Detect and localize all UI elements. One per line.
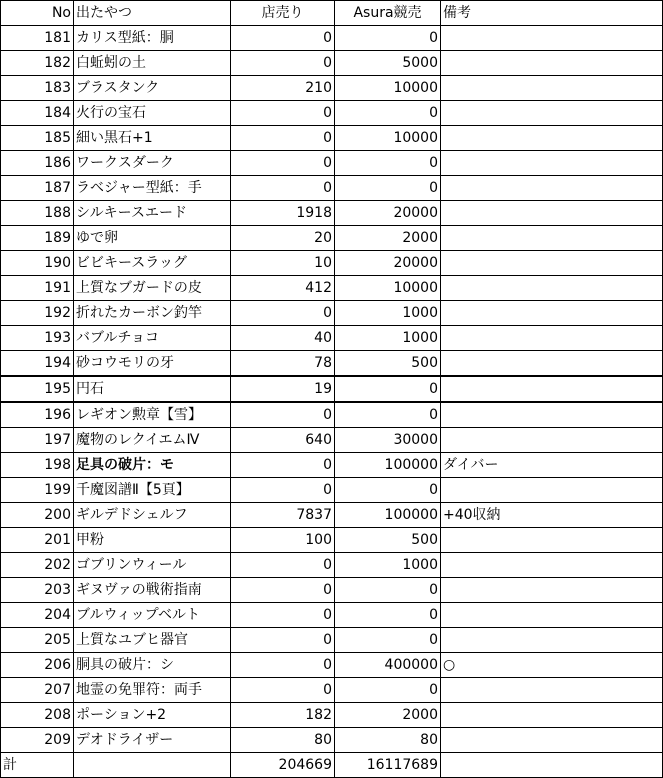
cell-note[interactable] — [441, 478, 663, 503]
cell-no[interactable]: 189 — [1, 226, 74, 251]
header-note[interactable]: 備考 — [441, 1, 663, 26]
total-name-cell[interactable] — [74, 753, 231, 778]
cell-shop-price[interactable]: 182 — [231, 703, 335, 728]
cell-shop-price[interactable]: 100 — [231, 528, 335, 553]
cell-note[interactable] — [441, 226, 663, 251]
table-row — [1, 728, 663, 753]
cell-item-name[interactable]: 白蚯蚓の土 — [74, 51, 231, 76]
table-row — [1, 678, 663, 703]
table-row — [1, 251, 663, 276]
cell-shop-price[interactable]: 412 — [231, 276, 335, 301]
table-row — [1, 628, 663, 653]
table-row — [1, 402, 663, 428]
cell-no[interactable]: 188 — [1, 201, 74, 226]
cell-asura-price[interactable]: 0 — [335, 26, 441, 51]
total-label[interactable]: 計 — [1, 753, 74, 778]
cell-asura-price[interactable]: 0 — [335, 603, 441, 628]
cell-no[interactable]: 182 — [1, 51, 74, 76]
cell-no[interactable]: 199 — [1, 478, 74, 503]
cell-shop-price[interactable]: 0 — [231, 301, 335, 326]
cell-shop-price[interactable]: 1918 — [231, 201, 335, 226]
cell-item-name[interactable]: デオドライザー — [74, 728, 231, 753]
cell-asura-price[interactable]: 2000 — [335, 703, 441, 728]
cell-no[interactable]: 202 — [1, 553, 74, 578]
cell-note[interactable] — [441, 376, 663, 402]
table-row — [1, 653, 663, 678]
cell-item-name[interactable]: 上質なブガードの皮 — [74, 276, 231, 301]
cell-note[interactable] — [441, 276, 663, 301]
header-name[interactable]: 出たやつ — [74, 1, 231, 26]
cell-shop-price[interactable]: 0 — [231, 603, 335, 628]
cell-item-name[interactable]: ゴブリンウィール — [74, 553, 231, 578]
cell-no[interactable]: 186 — [1, 151, 74, 176]
cell-no[interactable]: 187 — [1, 176, 74, 201]
cell-note[interactable] — [441, 26, 663, 51]
total-note-cell[interactable] — [441, 753, 663, 778]
cell-note[interactable] — [441, 603, 663, 628]
cell-no[interactable]: 190 — [1, 251, 74, 276]
header-shop-price[interactable]: 店売り — [231, 1, 335, 26]
cell-no[interactable]: 198 — [1, 453, 74, 478]
cell-asura-price[interactable]: 1000 — [335, 326, 441, 351]
cell-no[interactable]: 192 — [1, 301, 74, 326]
cell-no[interactable]: 183 — [1, 76, 74, 101]
cell-shop-price[interactable]: 0 — [231, 578, 335, 603]
cell-shop-price[interactable]: 0 — [231, 678, 335, 703]
cell-no[interactable]: 195 — [1, 376, 74, 402]
cell-item-name[interactable]: ポーション+2 — [74, 703, 231, 728]
cell-item-name[interactable]: カリス型紙：胴 — [74, 26, 231, 51]
cell-note[interactable] — [441, 76, 663, 101]
cell-no[interactable]: 200 — [1, 503, 74, 528]
cell-no[interactable]: 203 — [1, 578, 74, 603]
cell-asura-price[interactable]: 1000 — [335, 553, 441, 578]
total-asura-price[interactable]: 16117689 — [335, 753, 441, 778]
cell-shop-price[interactable]: 0 — [231, 51, 335, 76]
table-row — [1, 51, 663, 76]
cell-asura-price[interactable]: 0 — [335, 402, 441, 428]
cell-shop-price[interactable]: 80 — [231, 728, 335, 753]
cell-item-name[interactable]: 砂コウモリの牙 — [74, 351, 231, 377]
cell-asura-price[interactable]: 5000 — [335, 51, 441, 76]
cell-item-name[interactable]: シルキースエード — [74, 201, 231, 226]
table-row — [1, 301, 663, 326]
cell-asura-price[interactable]: 10000 — [335, 126, 441, 151]
cell-asura-price[interactable]: 400000 — [335, 653, 441, 678]
header-row — [1, 1, 663, 26]
table-row — [1, 276, 663, 301]
cell-note[interactable] — [441, 528, 663, 553]
table-row — [1, 503, 663, 528]
cell-shop-price[interactable]: 19 — [231, 376, 335, 402]
cell-asura-price[interactable]: 20000 — [335, 201, 441, 226]
cell-shop-price[interactable]: 0 — [231, 453, 335, 478]
cell-shop-price[interactable]: 0 — [231, 628, 335, 653]
cell-no[interactable]: 209 — [1, 728, 74, 753]
table-row — [1, 578, 663, 603]
cell-asura-price[interactable]: 0 — [335, 578, 441, 603]
cell-asura-price[interactable]: 100000 — [335, 503, 441, 528]
cell-item-name[interactable]: 魔物のレクイエムⅣ — [74, 428, 231, 453]
cell-item-name[interactable]: 地霊の免罪符：両手 — [74, 678, 231, 703]
cell-shop-price[interactable]: 0 — [231, 101, 335, 126]
cell-no[interactable]: 208 — [1, 703, 74, 728]
cell-no[interactable]: 196 — [1, 402, 74, 428]
table-row — [1, 351, 663, 377]
table-row — [1, 76, 663, 101]
cell-no[interactable]: 194 — [1, 351, 74, 377]
cell-item-name[interactable]: ギヌヴァの戦術指南 — [74, 578, 231, 603]
cell-note[interactable] — [441, 51, 663, 76]
cell-item-name[interactable]: 千魔図譜Ⅱ【5頁】 — [74, 478, 231, 503]
header-asura-auction[interactable]: Asura競売 — [335, 1, 441, 26]
cell-note[interactable] — [441, 101, 663, 126]
cell-note[interactable] — [441, 326, 663, 351]
table-row — [1, 528, 663, 553]
cell-asura-price[interactable]: 500 — [335, 528, 441, 553]
cell-asura-price[interactable]: 80 — [335, 728, 441, 753]
cell-note[interactable]: ○ — [441, 653, 663, 678]
cell-item-name[interactable]: ブラスタンク — [74, 76, 231, 101]
table-row — [1, 478, 663, 503]
cell-item-name[interactable]: 細い黒石+1 — [74, 126, 231, 151]
cell-item-name[interactable]: ゆで卵 — [74, 226, 231, 251]
cell-no[interactable]: 185 — [1, 126, 74, 151]
cell-note[interactable] — [441, 201, 663, 226]
cell-item-name[interactable]: 折れたカーボン釣竿 — [74, 301, 231, 326]
cell-asura-price[interactable]: 10000 — [335, 276, 441, 301]
cell-asura-price[interactable]: 500 — [335, 351, 441, 377]
cell-note[interactable] — [441, 176, 663, 201]
cell-asura-price[interactable]: 0 — [335, 678, 441, 703]
cell-note[interactable] — [441, 126, 663, 151]
cell-item-name[interactable]: 胴具の破片：シ — [74, 653, 231, 678]
cell-asura-price[interactable]: 100000 — [335, 453, 441, 478]
table-row — [1, 703, 663, 728]
table-row — [1, 176, 663, 201]
cell-no[interactable]: 191 — [1, 276, 74, 301]
cell-shop-price[interactable]: 78 — [231, 351, 335, 377]
cell-item-name[interactable]: レギオン勲章【雪】 — [74, 402, 231, 428]
cell-shop-price[interactable]: 0 — [231, 553, 335, 578]
cell-item-name[interactable]: 上質なユブヒ器官 — [74, 628, 231, 653]
table-row — [1, 603, 663, 628]
cell-note[interactable] — [441, 151, 663, 176]
cell-note[interactable]: ダイバー — [441, 453, 663, 478]
cell-shop-price[interactable]: 640 — [231, 428, 335, 453]
cell-note[interactable] — [441, 402, 663, 428]
cell-note[interactable] — [441, 301, 663, 326]
cell-asura-price[interactable]: 0 — [335, 376, 441, 402]
cell-shop-price[interactable]: 0 — [231, 402, 335, 428]
cell-item-name[interactable]: ギルデドシェルフ — [74, 503, 231, 528]
total-shop-price[interactable]: 204669 — [231, 753, 335, 778]
cell-note[interactable] — [441, 628, 663, 653]
cell-item-name[interactable]: 火行の宝石 — [74, 101, 231, 126]
cell-note[interactable] — [441, 251, 663, 276]
cell-shop-price[interactable]: 0 — [231, 126, 335, 151]
cell-asura-price[interactable]: 0 — [335, 176, 441, 201]
cell-no[interactable]: 207 — [1, 678, 74, 703]
cell-item-name[interactable]: 足具の破片：モ — [74, 453, 231, 478]
table-row — [1, 101, 663, 126]
cell-no[interactable]: 201 — [1, 528, 74, 553]
cell-asura-price[interactable]: 10000 — [335, 76, 441, 101]
cell-item-name[interactable]: 甲粉 — [74, 528, 231, 553]
table-row — [1, 201, 663, 226]
cell-note[interactable] — [441, 428, 663, 453]
table-row — [1, 428, 663, 453]
table-row — [1, 226, 663, 251]
cell-no[interactable]: 181 — [1, 26, 74, 51]
cell-asura-price[interactable]: 1000 — [335, 301, 441, 326]
cell-note[interactable] — [441, 728, 663, 753]
cell-no[interactable]: 193 — [1, 326, 74, 351]
table-row — [1, 126, 663, 151]
table-row — [1, 376, 663, 402]
cell-item-name[interactable]: バブルチョコ — [74, 326, 231, 351]
cell-item-name[interactable]: 円石 — [74, 376, 231, 402]
cell-no[interactable]: 206 — [1, 653, 74, 678]
cell-item-name[interactable]: ワークスダーク — [74, 151, 231, 176]
cell-asura-price[interactable]: 0 — [335, 478, 441, 503]
cell-asura-price[interactable]: 0 — [335, 101, 441, 126]
cell-shop-price[interactable]: 10 — [231, 251, 335, 276]
cell-shop-price[interactable]: 210 — [231, 76, 335, 101]
cell-shop-price[interactable]: 0 — [231, 653, 335, 678]
cell-note[interactable] — [441, 678, 663, 703]
cell-item-name[interactable]: ビビキースラッグ — [74, 251, 231, 276]
cell-note[interactable] — [441, 553, 663, 578]
cell-shop-price[interactable]: 0 — [231, 26, 335, 51]
table-row — [1, 26, 663, 51]
cell-no[interactable]: 184 — [1, 101, 74, 126]
cell-asura-price[interactable]: 2000 — [335, 226, 441, 251]
cell-asura-price[interactable]: 20000 — [335, 251, 441, 276]
cell-no[interactable]: 205 — [1, 628, 74, 653]
table-row — [1, 553, 663, 578]
cell-shop-price[interactable]: 0 — [231, 176, 335, 201]
cell-shop-price[interactable]: 0 — [231, 151, 335, 176]
cell-shop-price[interactable]: 40 — [231, 326, 335, 351]
header-no[interactable]: No — [1, 1, 74, 26]
table-row — [1, 453, 663, 478]
total-row — [1, 753, 663, 778]
cell-no[interactable]: 204 — [1, 603, 74, 628]
table-row — [1, 151, 663, 176]
cell-asura-price[interactable]: 0 — [335, 628, 441, 653]
cell-note[interactable]: +40収納 — [441, 503, 663, 528]
cell-shop-price[interactable]: 20 — [231, 226, 335, 251]
table-row — [1, 326, 663, 351]
cell-shop-price[interactable]: 7837 — [231, 503, 335, 528]
cell-asura-price[interactable]: 0 — [335, 151, 441, 176]
cell-item-name[interactable]: ラベジャー型紙：手 — [74, 176, 231, 201]
cell-shop-price[interactable]: 0 — [231, 478, 335, 503]
cell-note[interactable] — [441, 703, 663, 728]
cell-note[interactable] — [441, 578, 663, 603]
cell-no[interactable]: 197 — [1, 428, 74, 453]
cell-asura-price[interactable]: 30000 — [335, 428, 441, 453]
cell-item-name[interactable]: ブルウィップベルト — [74, 603, 231, 628]
cell-note[interactable] — [441, 351, 663, 377]
